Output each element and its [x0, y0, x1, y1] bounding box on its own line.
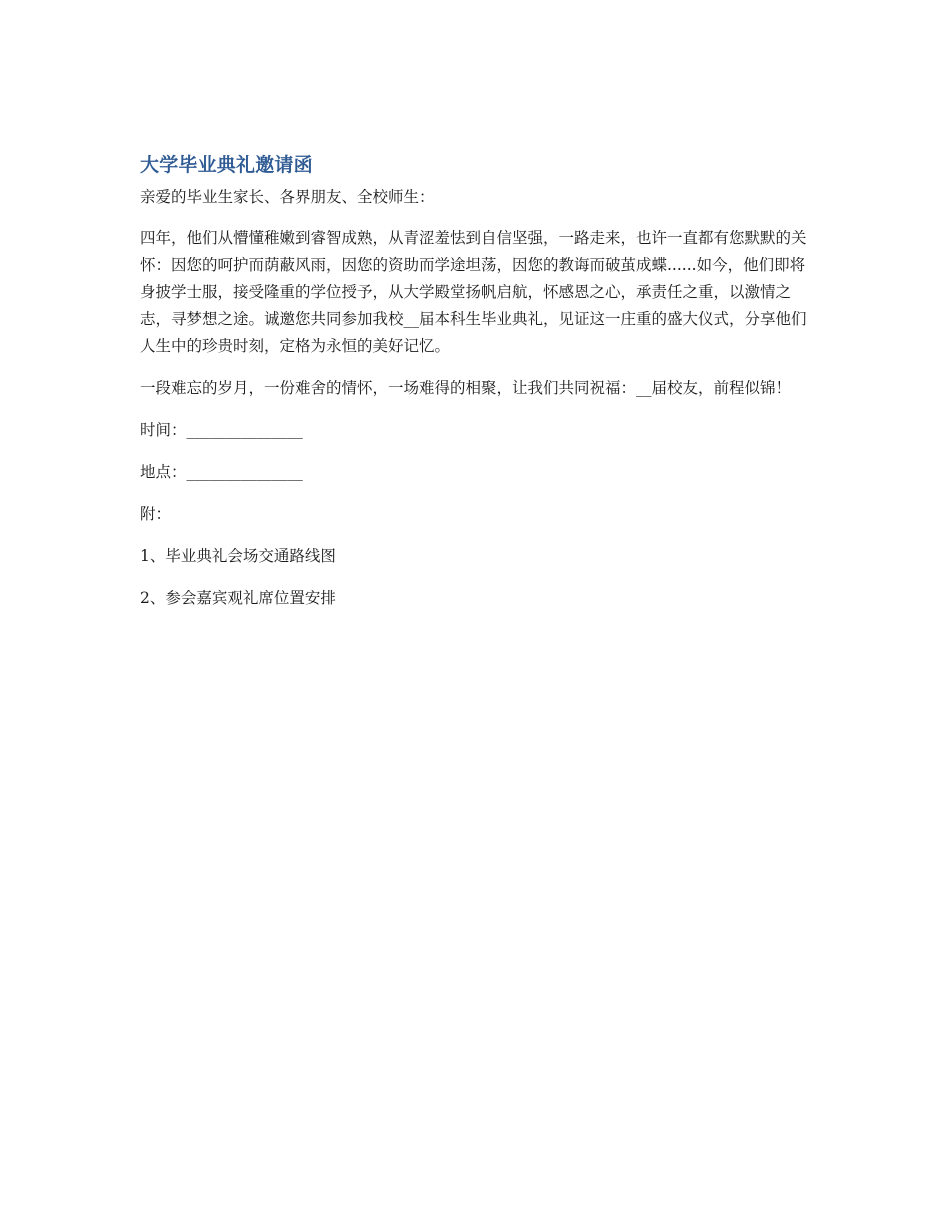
- time-line: 时间：_______________: [140, 421, 303, 439]
- salutation: 亲爱的毕业生家长、各界朋友、全校师生：: [140, 188, 435, 206]
- attachment-item: 1、毕业典礼会场交通路线图: [140, 547, 336, 565]
- attachment-item: 2、参会嘉宾观礼席位置安排: [140, 589, 336, 607]
- place-line: 地点：_______________: [140, 463, 303, 481]
- paragraph-intro: 四年，他们从懵懂稚嫩到睿智成熟，从青涩羞怯到自信坚强，一路走来，也许一直都有您默默的关怀：因您的呵护而荫蔽风雨，因您的资助而学途坦荡，因您的教诲而破茧成蝶......如今，他们即将身披学士服，接受隆重的学位授予，从大学殿堂扬帆启航，怀感恩之心，承责任之重，以激情之志，寻梦想之途。诚邀您共同参加我校__届本科生毕业典礼，见证这一庄重的盛大仪式，分享他们人生中的珍贵时刻，定格为永恒的美好记忆。: [140, 229, 807, 355]
- document-body: [140, 150, 812, 627]
- document-title: 大学毕业典礼邀请函: [140, 154, 313, 176]
- attachment-label: 附：: [140, 505, 172, 523]
- paragraph-blessing: 一段难忘的岁月，一份难舍的情怀，一场难得的相聚，让我们共同祝福：__届校友，前程似锦！: [140, 379, 792, 397]
